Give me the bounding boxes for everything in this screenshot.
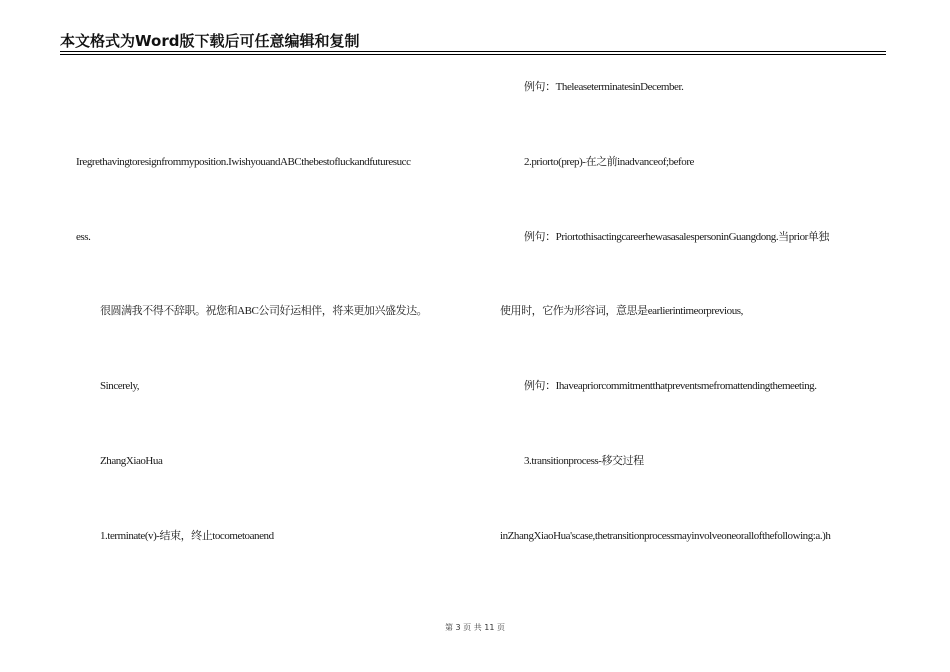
right-text-line: 例句：Ihaveapriorcommitmentthatpreventsmefromattendingthemeeting. xyxy=(524,380,817,392)
right-text-line: 例句：PriortothisactingcareerhewasasalespersoninGuangdong.当prior单独 xyxy=(524,231,829,243)
left-text-line: 很圆满我不得不辞职。祝您和ABC公司好运相伴，将来更加兴盛发达。 xyxy=(100,305,428,317)
left-text-line: Iregrethavingtoresignfrommyposition.IwishyouandABCthebestofluckandfuturesucc xyxy=(76,156,411,168)
left-text-line: ess. xyxy=(76,231,91,243)
left-text-line: 1.terminate(v)-结束，终止tocometoanend xyxy=(100,530,274,542)
page-number-footer: 第 3 页 共 11 页 xyxy=(445,623,505,632)
left-text-line: ZhangXiaoHua xyxy=(100,455,163,467)
right-text-line: 使用时，它作为形容词，意思是earlierintimeorprevious, xyxy=(500,305,743,317)
left-text-line: Sincerely, xyxy=(100,380,140,392)
right-text-line: inZhangXiaoHua'scase,thetransitionprocessmayinvolveoneorallofthefollowing:a.)h xyxy=(500,530,831,542)
right-text-line: 3.transitionprocess-移交过程 xyxy=(524,455,644,467)
right-text-line: 例句：TheleaseterminatesinDecember. xyxy=(524,81,684,93)
header-rule-top xyxy=(60,51,886,52)
header-rule-bottom xyxy=(60,54,886,55)
document-header-title: 本文格式为Word版下载后可任意编辑和复制 xyxy=(60,32,360,50)
right-text-line: 2.priorto(prep)-在之前inadvanceof;before xyxy=(524,156,694,168)
